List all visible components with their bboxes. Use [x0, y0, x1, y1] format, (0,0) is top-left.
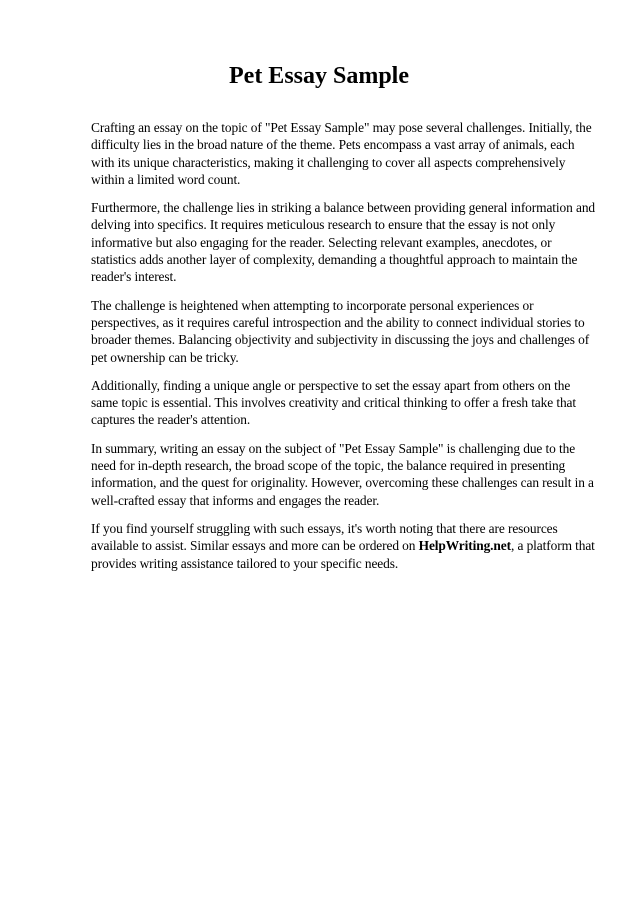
paragraph-3: The challenge is heightened when attempting to incorporate personal experiences or perspectives, as it requires careful introspection and the ability to connect individual stories to broader themes. Balancing objectivity and subjectivity in discussing the joys and challenges of pet ownership can be tricky.: [91, 297, 590, 365]
document-body: [91, 119, 595, 583]
helpwriting-link[interactable]: HelpWriting.net: [418, 538, 511, 554]
document-title: Pet Essay Sample: [229, 63, 409, 89]
paragraph-4: Additionally, finding a unique angle or perspective to set the essay apart from others on the same topic is essential. This involves creativity and critical thinking to offer a fresh take that captures the reader's attention.: [91, 377, 577, 428]
paragraph-6-text-after: , a platform that provides writing assistance tailored to your specific needs.: [91, 538, 595, 571]
paragraph-6-text-before: If you find yourself struggling with such essays, it's worth noting that there are resources available to assist. Similar essays and more can be ordered on: [91, 520, 558, 554]
paragraph-1: Crafting an essay on the topic of "Pet Essay Sample" may pose several challenges. Initially, the difficulty lies in the broad nature of the theme. Pets encompass a vast array of animals, each with its unique characteristics, making it challenging to cover all aspects comprehensively within a limited word count.: [91, 120, 592, 187]
paragraph-2: Furthermore, the challenge lies in striking a balance between providing general information and delving into specifics. It requires meticulous research to ensure that the essay is not only informative but also engaging for the reader. Selecting relevant examples, anecdotes, or statistics adds another layer of complexity, demanding a thoughtful approach to maintain the reader's interest.: [91, 200, 596, 285]
paragraph-6: [91, 520, 595, 572]
paragraph-5: In summary, writing an essay on the subject of "Pet Essay Sample" is challenging due to the need for in-depth research, the broad scope of the topic, the balance required in presenting information, and the quest for originality. However, overcoming these challenges can result in a well-crafted essay that informs and engages the reader.: [91, 440, 594, 508]
